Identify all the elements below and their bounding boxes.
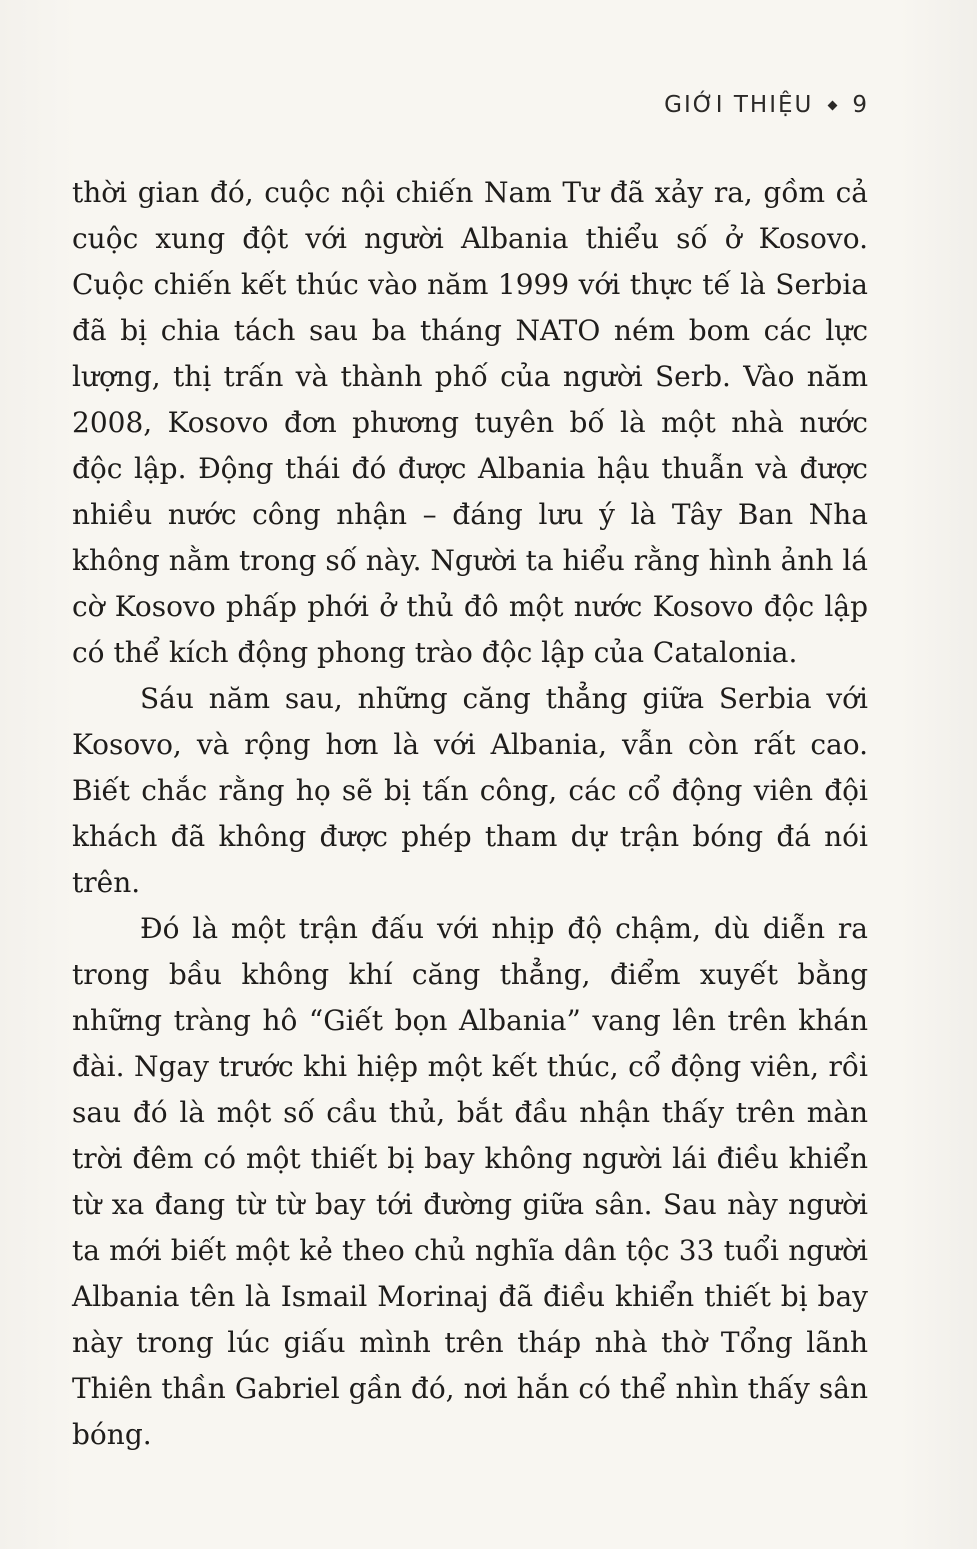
paragraph-2: Sáu năm sau, những căng thẳng giữa Serbia với Kosovo, và rộng hơn là với Albania, vẫn còn rất cao. Biết chắc rằng họ sẽ bị tấn công, các cổ động viên đội khách đã không được phép tham dự trận bóng đá nói trên. <box>72 682 868 899</box>
diamond-separator-icon <box>828 100 838 110</box>
body-text <box>72 170 868 1458</box>
paragraph-3: Đó là một trận đấu với nhịp độ chậm, dù diễn ra trong bầu không khí căng thẳng, điểm xuyết bằng những tràng hô “Giết bọn Albania” vang lên trên khán đài. Ngay trước khi hiệp một kết thúc, cổ động viên, rồi sau đó là một số cầu thủ, bắt đầu nhận thấy trên màn trời đêm có một thiết bị bay không người lái điều khiển từ xa đang từ từ bay tới đường giữa sân. Sau này người ta mới biết một kẻ theo chủ nghĩa dân tộc 33 tuổi người Albania tên là Ismail Morinaj đã điều khiển thiết bị bay này trong lúc giấu mình trên tháp nhà thờ Tổng lãnh Thiên thần Gabriel gần đó, nơi hắn có thể nhìn thấy sân bóng. <box>72 912 868 1451</box>
page-number: 9 <box>852 92 869 118</box>
running-header <box>664 92 869 118</box>
section-title: GIỚI THIỆU <box>664 92 814 118</box>
paragraph-1: thời gian đó, cuộc nội chiến Nam Tư đã xảy ra, gồm cả cuộc xung đột với người Albania thiểu số ở Kosovo. Cuộc chiến kết thúc vào năm 1999 với thực tế là Serbia đã bị chia tách sau ba tháng NATO ném bom các lực lượng, thị trấn và thành phố của người Serb. Vào năm 2008, Kosovo đơn phương tuyên bố là một nhà nước độc lập. Động thái đó được Albania hậu thuẫn và được nhiều nước công nhận – đáng lưu ý là Tây Ban Nha không nằm trong số này. Người ta hiểu rằng hình ảnh lá cờ Kosovo phấp phới ở thủ đô một nước Kosovo độc lập có thể kích động phong trào độc lập của Catalonia. <box>72 176 868 669</box>
